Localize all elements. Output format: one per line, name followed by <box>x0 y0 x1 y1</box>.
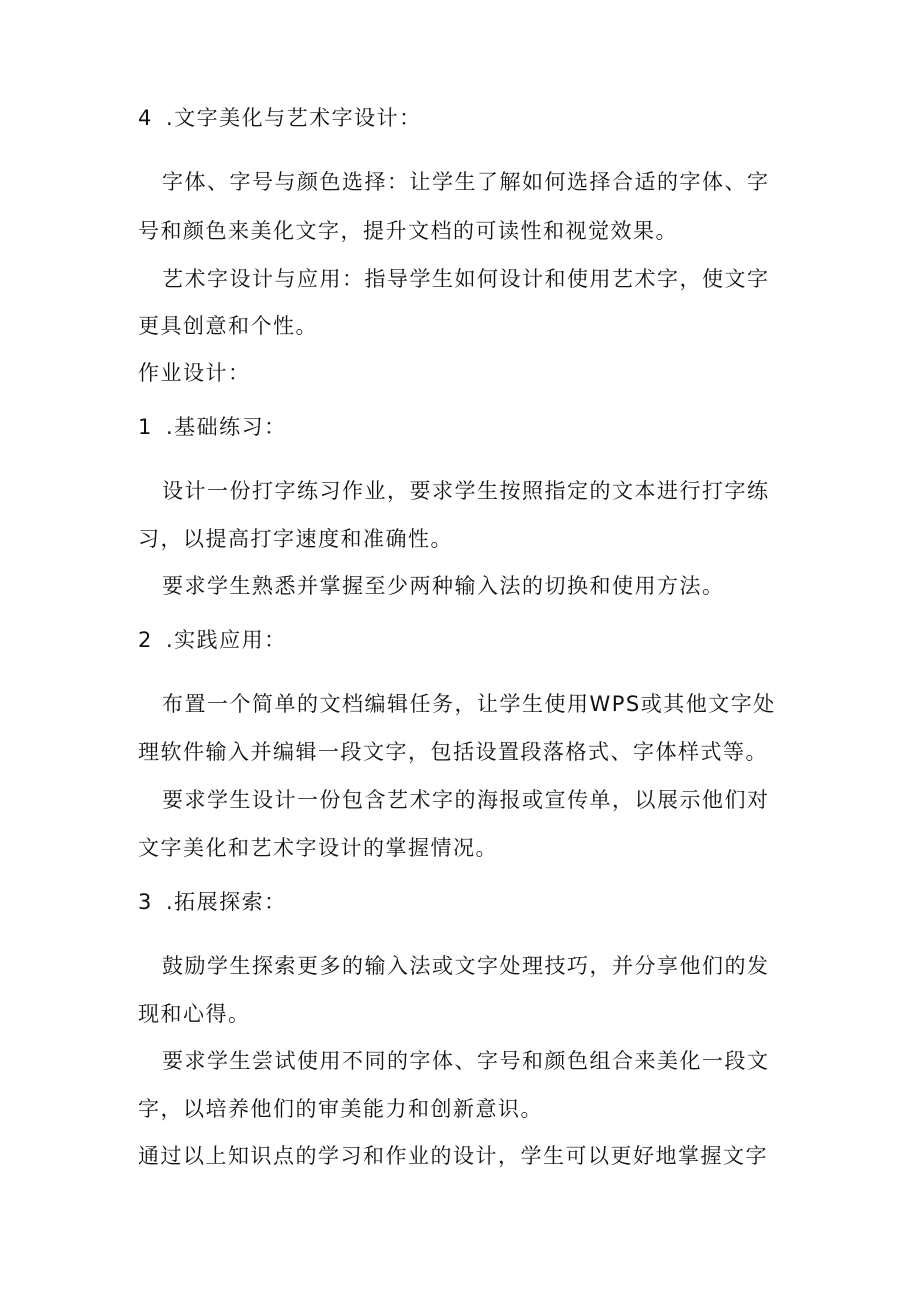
paragraph-line: 要求学生熟悉并掌握至少两种输入法的切换和使用方法。 <box>162 574 725 598</box>
homework-heading: 作业设计： <box>138 361 251 385</box>
paragraph-line: 布置一个简单的文档编辑任务，让学生使用WPS或其他文字处 <box>162 692 776 716</box>
homework-heading-1 <box>138 413 287 441</box>
paragraph-line: 更具创意和个性。 <box>138 314 318 338</box>
paragraph-line: 字体、字号与颜色选择：让学生了解如何选择合适的字体、字 <box>162 170 770 194</box>
paragraph-line: 艺术字设计与应用：指导学生如何设计和使用艺术字，使文字 <box>162 267 770 291</box>
homework-heading-2 <box>138 626 287 654</box>
section-number: 3 <box>138 890 153 914</box>
section-number: 1 <box>138 415 153 439</box>
homework-heading-3 <box>138 888 287 916</box>
paragraph-line: 文字美化和艺术字设计的掌握情况。 <box>138 836 498 860</box>
section-title: .实践应用： <box>166 628 287 652</box>
section-number: 4 <box>138 106 153 130</box>
paragraph-line: 现和心得。 <box>138 1002 251 1026</box>
paragraph-line: 要求学生设计一份包含艺术字的海报或宣传单，以展示他们对 <box>162 788 770 812</box>
section-heading-4 <box>138 104 422 132</box>
section-number: 2 <box>138 628 153 652</box>
paragraph-line: 设计一份打字练习作业，要求学生按照指定的文本进行打字练 <box>162 479 770 503</box>
paragraph-line: 理软件输入并编辑一段文字，包括设置段落格式、字体样式等。 <box>138 740 768 764</box>
closing-paragraph-line: 通过以上知识点的学习和作业的设计，学生可以更好地掌握文字 <box>138 1144 768 1168</box>
paragraph-line: 号和颜色来美化文字，提升文档的可读性和视觉效果。 <box>138 219 678 243</box>
paragraph-line: 要求学生尝试使用不同的字体、字号和颜色组合来美化一段文 <box>162 1049 770 1073</box>
paragraph-line: 习，以提高打字速度和准确性。 <box>138 527 453 551</box>
paragraph-line: 字，以培养他们的审美能力和创新意识。 <box>138 1097 543 1121</box>
paragraph-line: 鼓励学生探索更多的输入法或文字处理技巧，并分享他们的发 <box>162 954 770 978</box>
section-title: .文字美化与艺术字设计： <box>166 106 422 130</box>
section-title: .拓展探索： <box>166 890 287 914</box>
section-title: .基础练习： <box>166 415 287 439</box>
